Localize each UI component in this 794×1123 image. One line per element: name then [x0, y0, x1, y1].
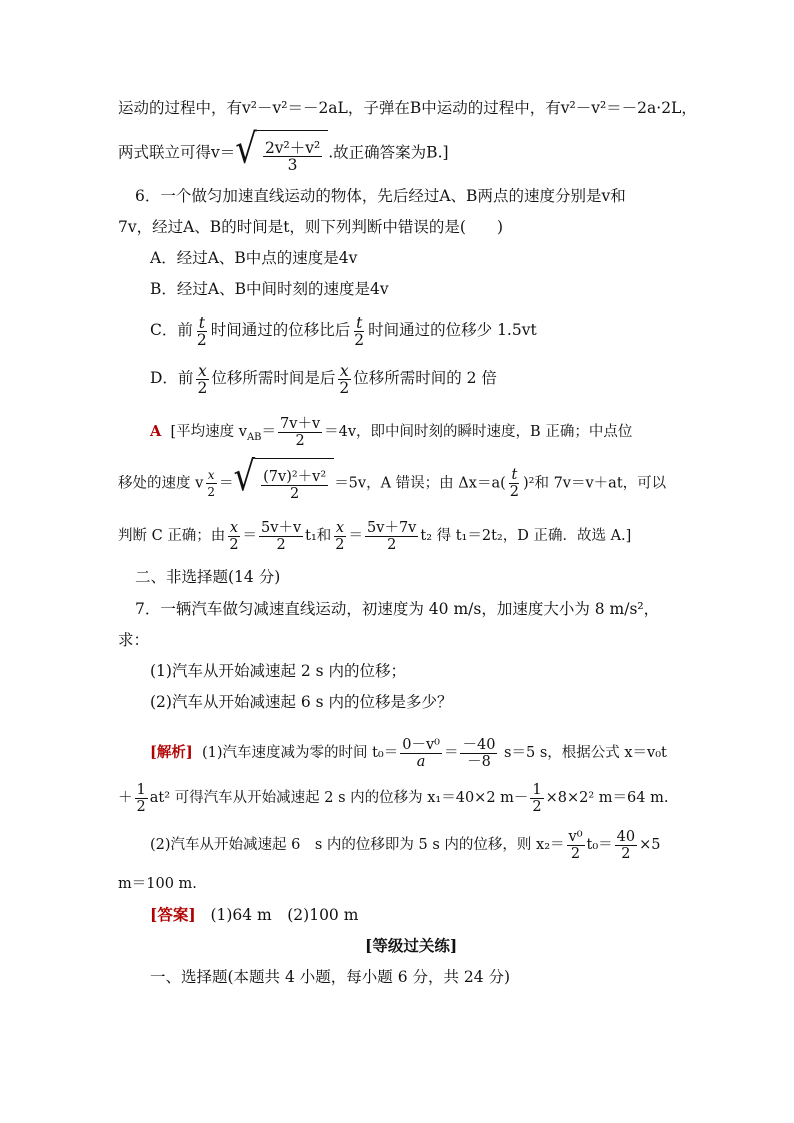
fraction-numerator: 1	[136, 781, 146, 798]
fraction-numerator: t	[356, 313, 363, 332]
sqrt-expression: √ $\frac{\text{(7v)²＋v²}}{2}$	[233, 458, 334, 509]
text-span: ＝5v，A 错误；由 Δx＝a(	[334, 475, 506, 492]
fraction-denominator: －8	[467, 753, 491, 770]
text-span: .故正确答案为B.]	[328, 143, 449, 162]
fraction-numerator: x	[335, 519, 344, 536]
text-span: ＝	[348, 528, 364, 544]
answer-label: A	[150, 423, 162, 440]
fraction-numerator: x	[229, 519, 239, 536]
fraction-denominator: a	[416, 753, 426, 770]
fraction-denominator: 2	[136, 798, 146, 815]
fraction-numerator: 7v＋v	[280, 415, 321, 432]
fraction-numerator: 0－v⁰	[402, 736, 440, 753]
option-b: B．经过A、B中间时刻的速度是4v	[150, 280, 389, 298]
fraction-denominator: 2	[532, 798, 542, 815]
text-span: 移处的速度 v	[118, 475, 204, 492]
fraction-denominator: 2	[295, 432, 305, 449]
text-span: ＋	[118, 790, 133, 806]
section-heading: 一、选择题(本题共 4 小题，每小题 6 分，共 24 分)	[150, 968, 511, 986]
fraction-numerator: t	[198, 313, 205, 332]
fraction-numerator: x	[207, 468, 215, 482]
text-span: ＝4v，即中间时刻的瞬时速度，B 正确；中点位	[324, 424, 633, 440]
question-6-line1: 6．一个做匀加速直线运动的物体，先后经过A、B两点的速度分别是v和	[135, 187, 626, 205]
fraction-numerator: x	[198, 361, 207, 380]
fraction-denominator: 2	[197, 378, 208, 397]
fraction-denominator: 2	[509, 484, 519, 500]
fraction-denominator: 3	[287, 155, 298, 174]
question-7-part1: (1)汽车从开始减速起 2 s 内的位移；	[150, 662, 407, 680]
solution-line4: m＝100 m.	[118, 876, 197, 892]
text-line: 运动的过程中，有v²－v²＝－2aL，子弹在B中运动的过程中，有v²－v²＝－2a·2L，	[118, 99, 697, 117]
fraction-numerator: 2v²＋v²	[264, 138, 321, 157]
text-span: )²和 7v＝v＋at，可以	[522, 475, 667, 492]
fraction-numerator: －40	[462, 736, 496, 753]
fraction-numerator: v⁰	[568, 828, 583, 845]
sqrt-expression: √ $\frac{\text{2v²＋v²}}{3}$	[235, 130, 328, 177]
fraction-denominator: 2	[335, 536, 345, 553]
text-span: 时间通过的位移少 1.5vt	[368, 321, 537, 339]
fraction-denominator: 2	[196, 330, 207, 349]
text-span: t₁和	[305, 528, 332, 544]
level-title: [等级过关练]	[365, 936, 458, 955]
fraction-numerator: 40	[616, 828, 636, 845]
fraction-denominator: 2	[276, 536, 286, 553]
fraction-denominator: 2	[387, 536, 397, 553]
question-7-line2: 求：	[118, 631, 150, 649]
fraction-denominator: 2	[207, 485, 215, 499]
text-span: s＝5 s，根据公式 x＝v₀t	[504, 745, 667, 761]
text-span: C．前	[150, 321, 193, 339]
fraction-denominator: 2	[339, 378, 350, 397]
subscript: AB	[246, 431, 262, 443]
text-span: 判断 C 正确；由	[118, 528, 226, 544]
text-span: 两式联立可得v＝	[118, 143, 236, 162]
answer-6-line1	[150, 412, 632, 458]
section-heading: 二、非选择题(14 分)	[135, 568, 281, 586]
text-span: [平均速度 v	[170, 424, 247, 440]
text-span: t₂ 得 t₁＝2t₂，D 正确．故选 A.]	[420, 528, 632, 544]
solution-line2	[118, 778, 668, 818]
text-span: ＝	[261, 424, 277, 440]
option-d	[150, 360, 497, 396]
fraction-numerator: (7v)²＋v²	[263, 468, 327, 485]
text-span: ＝	[443, 745, 459, 761]
fraction-numerator: 5v＋v	[261, 519, 302, 536]
solution-line3	[150, 825, 661, 865]
fraction-numerator: 5v＋7v	[367, 519, 417, 536]
text-span: (1)汽车速度减为零的时间 t₀＝	[201, 745, 399, 761]
text-span: ×5	[639, 837, 661, 853]
text-span: t₀＝	[586, 837, 613, 853]
text-span: 位移所需时间的 2 倍	[353, 369, 497, 387]
fraction-denominator: 2	[570, 845, 581, 862]
option-c	[150, 312, 537, 348]
text-span: at² 可得汽车从开始减速起 2 s 内的位移为 x₁＝40×2 m－	[149, 790, 529, 806]
fraction-numerator: x	[339, 361, 349, 380]
fraction-denominator: 2	[354, 330, 365, 349]
solution-label: [解析]	[150, 744, 193, 761]
fraction-denominator: 2	[229, 536, 239, 553]
fraction-numerator: t	[511, 467, 518, 483]
fraction-numerator: 1	[532, 781, 542, 798]
text-span: 位移所需时间是后	[211, 369, 336, 387]
option-a: A．经过A、B中点的速度是4v	[150, 249, 358, 267]
answer-6-line3	[118, 516, 631, 556]
text-span: (2)汽车从开始减速起 6 s 内的位移即为 5 s 内的位移，则 x₂＝	[150, 837, 565, 853]
text-span: ×8×2² m＝64 m.	[545, 790, 669, 806]
text-span: D．前	[150, 369, 194, 387]
text-span: ＝	[218, 475, 234, 492]
question-7-part2: (2)汽车从开始减速起 6 s 内的位移是多少？	[150, 693, 453, 711]
solution-line1	[150, 733, 667, 773]
answer-6-line2	[118, 452, 667, 509]
question-6-line2: 7v，经过A、B的时间是t，则下列判断中错误的是( )	[118, 218, 504, 236]
text-span: 时间通过的位移比后	[210, 321, 351, 339]
question-7-line1: 7．一辆汽车做匀减速直线运动，初速度为 40 m/s，加速度大小为 8 m/s²，	[135, 600, 660, 618]
fraction-denominator: 2	[621, 845, 631, 862]
answer-label: [答案]	[150, 905, 196, 924]
text-line	[118, 125, 449, 177]
text-span: ＝	[242, 528, 258, 544]
fraction-denominator: 2	[290, 485, 300, 502]
answer-line	[150, 904, 358, 926]
answer-text: (1)64 m (2)100 m	[210, 906, 359, 924]
